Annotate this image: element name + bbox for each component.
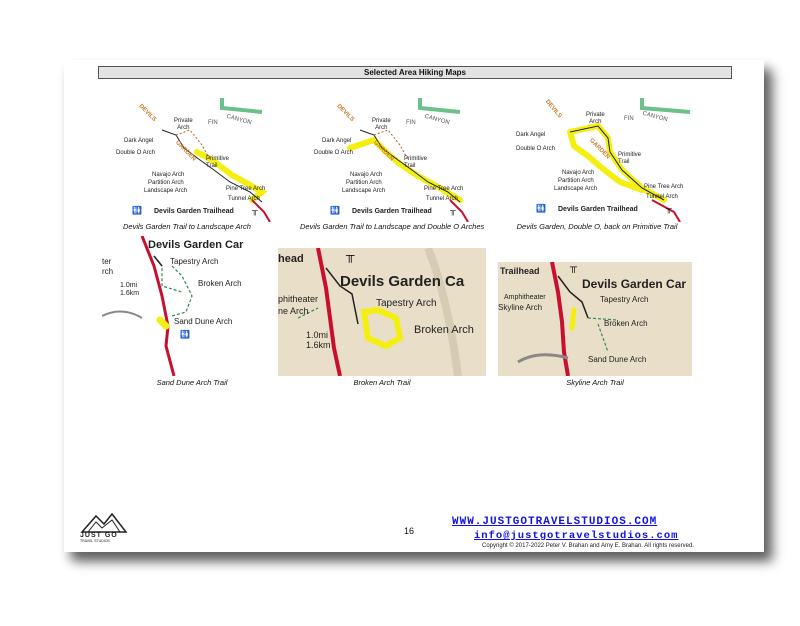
page-header: Selected Area Hiking Maps — [98, 66, 732, 79]
page-number: 16 — [404, 526, 415, 536]
label-trailhead: Trailhead — [500, 266, 540, 276]
label-camp: Devils Garden Ca — [340, 273, 465, 290]
label-private-arch: Private Arch — [586, 112, 605, 125]
label-garden: GARDEN — [588, 137, 611, 161]
caption-sand-dune: Sand Dune Arch Trail — [156, 378, 228, 387]
label-pine-tree-arch: Pine Tree Arch — [424, 186, 464, 192]
label-head: head — [278, 253, 304, 265]
label-broken-arch: Broken Arch — [198, 279, 242, 288]
map-devils-garden-double-o — [300, 90, 470, 222]
label-camp: Devils Garden Car — [148, 239, 244, 251]
picnic-icon: ╥ — [666, 204, 672, 213]
map-sand-dune-arch — [102, 236, 282, 376]
label-broken-arch: Broken Arch — [604, 319, 648, 328]
label-fin: FIN — [208, 120, 218, 126]
map-3-drawing — [502, 90, 692, 222]
label-arch: ne Arch — [278, 306, 309, 316]
map-devils-garden-primitive — [502, 90, 692, 222]
label-dark-angel: Dark Angel — [124, 138, 154, 144]
logo-subtext: TRAVEL STUDIOS — [80, 539, 110, 543]
map-devils-garden-landscape — [102, 90, 272, 222]
label-double-o-arch: Double O Arch — [314, 150, 354, 156]
label-sand-dune-arch: Sand Dune Arch — [588, 355, 647, 364]
label-tapestry-arch: Tapestry Arch — [376, 298, 437, 309]
label-fin: FIN — [406, 120, 416, 126]
label-dark-angel: Dark Angel — [516, 132, 546, 138]
label-fin: FIN — [624, 116, 634, 122]
copyright-text: Copyright © 2017-2022 Peter V. Brahan and Amy E. Brahan. All rights reserved. — [482, 543, 694, 549]
label-devils: DEVILS — [335, 103, 355, 123]
picnic-icon: ╥ — [252, 206, 258, 215]
label-canyon: CANYON — [423, 113, 451, 127]
label-devils: DEVILS — [543, 98, 563, 120]
restroom-icon: 🚻 — [132, 206, 142, 215]
label-landscape-arch: Landscape Arch — [342, 188, 386, 194]
label-primitive-trail: Primitive Trail — [404, 156, 428, 169]
picnic-icon: ╥ — [450, 206, 456, 215]
map-skyline-arch — [498, 262, 692, 376]
just-go-logo — [76, 512, 132, 542]
label-private-arch: Private Arch — [372, 118, 391, 131]
restroom-icon: 🚻 — [180, 330, 190, 339]
label-camp: Devils Garden Car — [582, 277, 687, 291]
label-broken-arch: Broken Arch — [414, 324, 474, 336]
website-link[interactable]: WWW.JUSTGOTRAVELSTUDIOS.COM — [452, 516, 658, 528]
restroom-icon: 🚻 — [330, 206, 340, 215]
label-dist-mi: 1.0mi — [120, 282, 138, 289]
label-dist-mi: 1.0mi — [306, 330, 329, 340]
label-canyon: CANYON — [225, 113, 253, 127]
label-skyline-arch: Skyline Arch — [498, 303, 543, 312]
label-tapestry-arch: Tapestry Arch — [170, 257, 219, 266]
map-broken-drawing — [278, 248, 486, 376]
label-pine-tree-arch: Pine Tree Arch — [644, 184, 684, 190]
label-tunnel-arch: Tunnel Arch — [646, 194, 678, 200]
label-tunnel-arch: Tunnel Arch — [426, 196, 458, 202]
label-double-o-arch: Double O Arch — [116, 150, 156, 156]
label-dist-km: 1.6km — [120, 290, 140, 297]
label-primitive-trail: Primitive Trail — [618, 152, 642, 165]
label-amphitheater: Amphitheater — [504, 294, 546, 301]
picnic-icon: ╥ — [346, 248, 355, 262]
label-garden: GARDEN — [174, 139, 197, 163]
restroom-icon: 🚻 — [536, 204, 546, 213]
label-trailhead: Devils Garden Trailhead — [352, 208, 432, 215]
label-private-arch: Private Arch — [174, 118, 193, 131]
label-rch: rch — [102, 267, 114, 276]
label-landscape-arch: Landscape Arch — [144, 188, 188, 194]
picnic-icon: ╥ — [570, 262, 578, 273]
caption-broken-arch: Broken Arch Trail — [353, 378, 411, 387]
caption-map-2: Devils Garden Trail to Landscape and Double O Arches — [300, 222, 485, 231]
label-dark-angel: Dark Angel — [322, 138, 352, 144]
label-dist-km: 1.6km — [306, 340, 331, 350]
document-page — [64, 60, 764, 552]
label-canyon: CANYON — [641, 110, 669, 124]
label-ter: ter — [102, 257, 112, 266]
label-amphitheater: phitheater — [278, 294, 319, 304]
caption-skyline-arch: Skyline Arch Trail — [566, 378, 624, 387]
label-navajo-arch: Navajo Arch — [152, 172, 185, 178]
label-trailhead: Devils Garden Trailhead — [154, 208, 234, 215]
caption-map-1: Devils Garden Trail to Landscape Arch — [123, 222, 251, 231]
email-link[interactable]: info@justgotravelstudios.com — [474, 530, 679, 542]
label-navajo-arch: Navajo Arch — [350, 172, 383, 178]
label-pine-tree-arch: Pine Tree Arch — [226, 186, 266, 192]
caption-map-3: Devils Garden, Double O, back on Primitive Trail — [516, 222, 678, 231]
label-sand-dune-arch: Sand Dune Arch — [174, 317, 233, 326]
logo-text: JUST GO — [80, 532, 118, 539]
label-tunnel-arch: Tunnel Arch — [228, 196, 260, 202]
label-primitive-trail: Primitive Trail — [206, 156, 230, 169]
label-trailhead: Devils Garden Trailhead — [558, 206, 638, 213]
label-landscape-arch: Landscape Arch — [554, 186, 598, 192]
label-partition-arch: Partition Arch — [148, 180, 184, 186]
label-partition-arch: Partition Arch — [558, 178, 594, 184]
label-navajo-arch: Navajo Arch — [562, 170, 595, 176]
label-double-o-arch: Double O Arch — [516, 146, 556, 152]
map-broken-arch — [278, 248, 486, 376]
label-devils: DEVILS — [137, 103, 157, 123]
label-tapestry-arch: Tapestry Arch — [600, 295, 649, 304]
label-garden: GARDEN — [372, 139, 395, 163]
label-partition-arch: Partition Arch — [346, 180, 382, 186]
